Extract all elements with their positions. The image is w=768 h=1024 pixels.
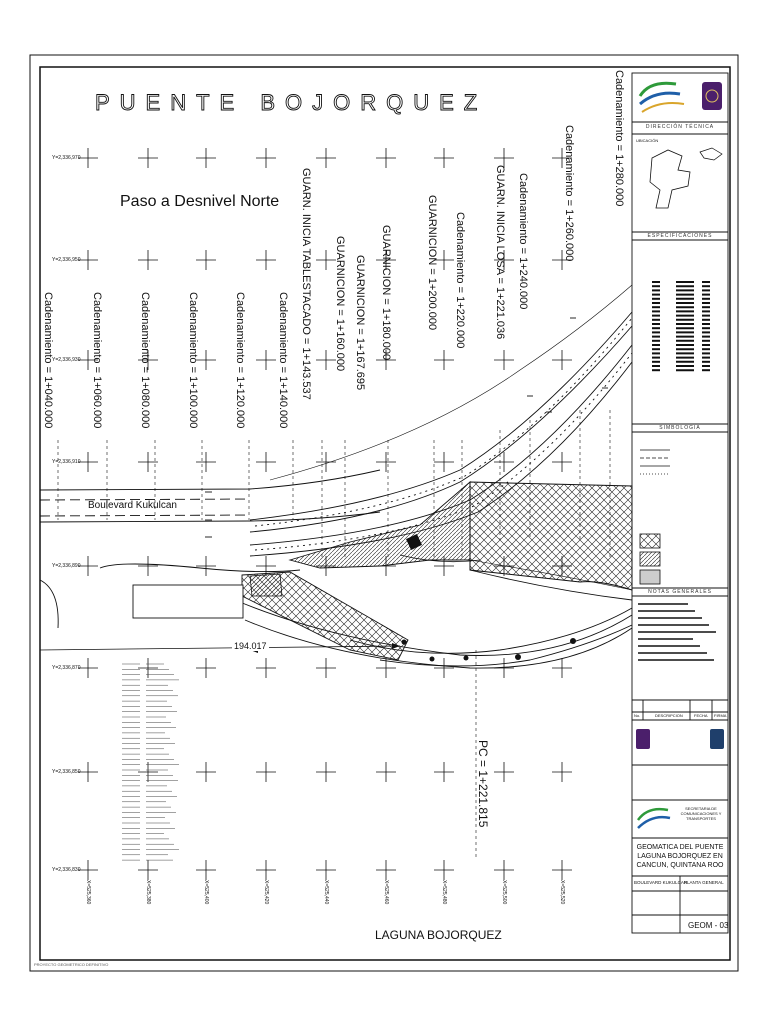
y-coordinate-label: Y=2,336,830: [52, 867, 81, 873]
university-seal-icon: [702, 82, 722, 110]
station-label: Cadenamiento = 1+260.000: [563, 125, 575, 262]
station-label: Cadenamiento = 1+220.000: [454, 212, 466, 349]
x-coordinate-label: X=525,440: [323, 880, 329, 905]
drawing-subtitle: Paso a Desnivel Norte: [120, 193, 280, 210]
unam-logo-icon: [636, 729, 724, 749]
title-block: [632, 73, 728, 933]
rev-header-date: FECHA: [694, 713, 708, 718]
y-coordinate-label: Y=2,336,970: [52, 155, 81, 161]
drawing-title: PUENTE BOJORQUEZ: [95, 90, 488, 115]
station-label: Cadenamiento = 1+280.000: [613, 70, 625, 207]
x-coordinate-label: X=525,420: [263, 880, 269, 905]
symbology-swatches: [640, 450, 670, 584]
station-label: GUARNICION = 1+180.000: [380, 225, 392, 361]
spec-table: [652, 282, 710, 370]
station-label: Cadenamiento = 1+240.000: [517, 173, 529, 310]
rev-header-sign: FIRMA: [714, 713, 727, 718]
sct-logo-icon: [638, 809, 670, 828]
station-label: PC = 1+221.815: [476, 740, 490, 828]
ubicacion-label: UBICACIÓN: [636, 138, 659, 143]
rev-header-no: No.: [634, 713, 641, 718]
station-label: GUARNICION = 1+200.000: [426, 195, 438, 331]
x-coordinate-label: X=525,400: [203, 880, 209, 905]
sheet-number: GEOM - 03: [688, 921, 729, 930]
x-coordinate-label: X=525,480: [441, 880, 447, 905]
station-label: GUARNICION = 1+167.695: [354, 255, 366, 391]
plan-name: PLANTA GENERAL: [684, 880, 724, 885]
station-label: Cadenamiento = 1+060.000: [91, 292, 103, 429]
station-label: GUARNICION = 1+160.000: [334, 236, 346, 372]
y-coordinate-label: Y=2,336,870: [52, 665, 81, 671]
building-block: [133, 585, 243, 618]
x-coordinate-label: X=525,360: [85, 880, 91, 905]
station-label: Cadenamiento = 1+080.000: [139, 292, 151, 429]
abutment-hatch: [250, 574, 282, 596]
notas-label: NOTAS GENERALES: [648, 589, 712, 595]
dimension-label: 194.017: [234, 641, 267, 651]
notes-lines: [638, 604, 716, 660]
station-label: GUARN. INICIA LOSA = 1+221.036: [494, 165, 506, 340]
x-coordinate-label: X=525,460: [383, 880, 389, 905]
road-name: BOULEVARD KUKULCAN: [634, 880, 688, 885]
rev-header-desc: DESCRIPCION: [655, 713, 683, 718]
y-coordinate-label: Y=2,336,910: [52, 459, 81, 465]
station-label: GUARN. INICIA TABLESTACADO = 1+143.537: [300, 168, 312, 400]
direccion-label: DIRECCIÓN TÉCNICA: [645, 124, 715, 130]
especificaciones-label: ESPECIFICACIONES: [647, 233, 713, 239]
left-data-table: [122, 664, 179, 860]
road-label: Boulevard Kukulcan: [88, 500, 177, 511]
location-map: [650, 150, 690, 208]
y-coordinate-label: Y=2,336,890: [52, 563, 81, 569]
station-label: Cadenamiento = 1+040.000: [42, 292, 54, 429]
y-coordinate-label: Y=2,336,850: [52, 769, 81, 775]
simbologia-label: SIMBOLOGIA: [659, 425, 701, 431]
project-title: GEOMATICA DEL PUENTE LAGUNA BOJORQUEZ EN CANCUN, QUINTANA ROO: [636, 844, 724, 869]
x-coordinate-label: X=525,500: [501, 880, 507, 905]
x-coordinate-label: X=525,380: [145, 880, 151, 905]
y-coordinate-label: Y=2,336,930: [52, 357, 81, 363]
logo-swoosh-icon: [640, 83, 684, 112]
lagoon-label: LAGUNA BOJORQUEZ: [375, 928, 502, 942]
dependency-label: SECRETARIA DE COMUNICACIONES Y TRANSPORTES: [680, 806, 722, 821]
y-coordinate-label: Y=2,336,950: [52, 257, 81, 263]
footer-note: PROYECTO GEOMETRICO DEFINITIVO: [34, 962, 109, 967]
station-label: Cadenamiento = 1+140.000: [277, 292, 289, 429]
bridge-deck-hatch: [470, 482, 632, 590]
ramp-hatch: [290, 482, 470, 568]
station-label: Cadenamiento = 1+100.000: [187, 292, 199, 429]
survey-points: [402, 638, 577, 662]
x-coordinate-label: X=525,520: [559, 880, 565, 905]
station-label: Cadenamiento = 1+120.000: [234, 292, 246, 429]
